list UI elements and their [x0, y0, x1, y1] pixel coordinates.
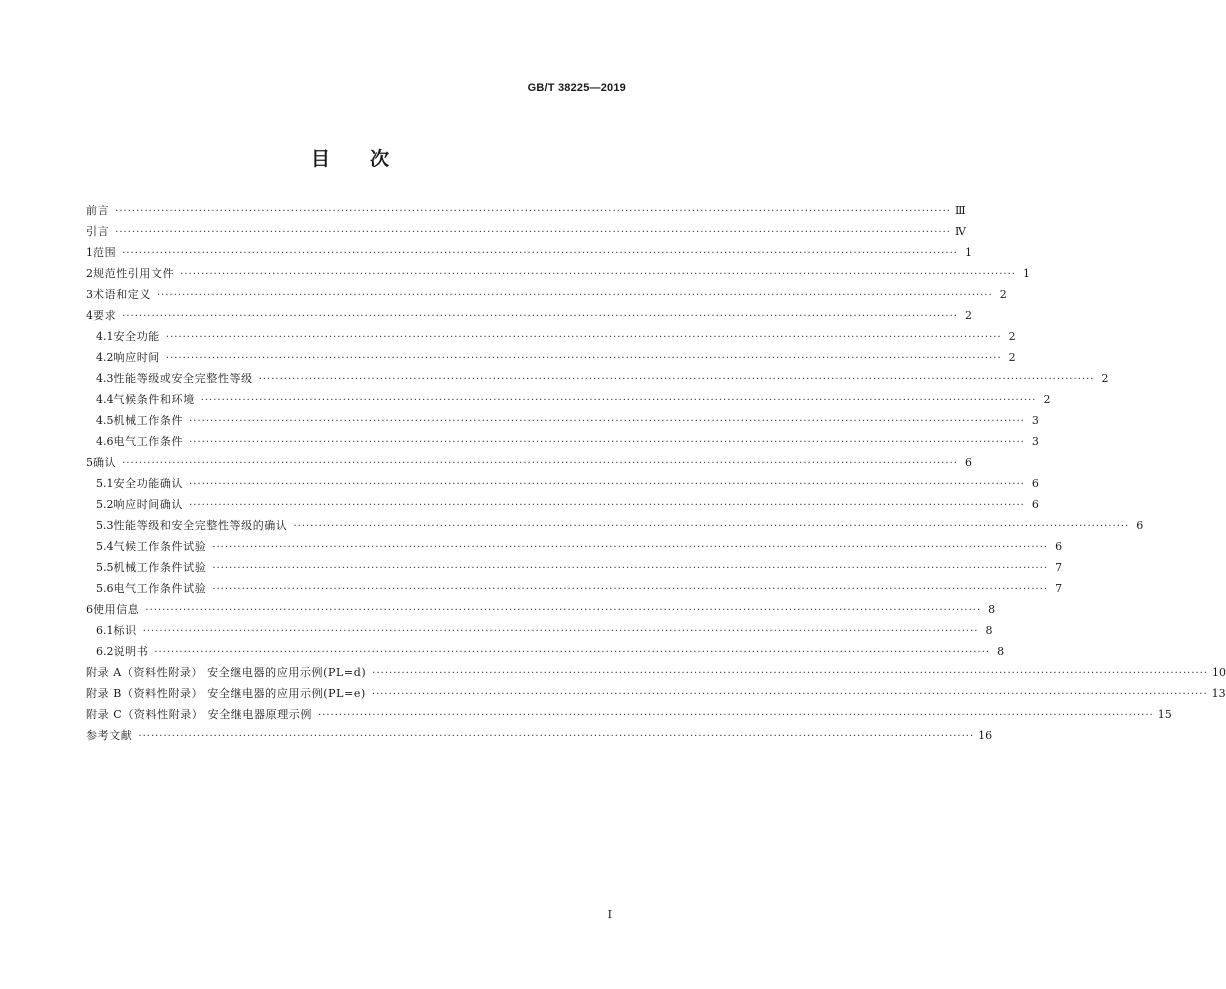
toc-leader-dots: ········································································································································································································ — [189, 416, 1025, 427]
toc-leader-dots: ········································································································································································································ — [180, 269, 1016, 280]
toc-leader-dots: ········································································································································································································ — [165, 353, 1002, 364]
toc-leader-dots: ········································································································································································································ — [115, 206, 951, 217]
toc-entry[interactable] — [86, 347, 1016, 368]
toc-entry-number: 4.1 — [96, 330, 114, 343]
toc-leader-dots: ········································································································································································································ — [372, 668, 1209, 679]
toc-entry-label: 响应时间确认 — [113, 498, 184, 511]
toc-entry-label: 电气工作条件 — [113, 435, 184, 448]
toc-entry-label: 电气工作条件试验 — [113, 582, 207, 595]
toc-entry[interactable] — [86, 515, 1144, 536]
toc-entry-page: 3 — [1031, 414, 1039, 427]
toc-entry[interactable] — [86, 452, 972, 473]
toc-entry-label: 引言 — [86, 225, 110, 238]
toc-entry-number: 5 — [86, 456, 93, 469]
toc-entry-page: 16 — [978, 729, 993, 742]
toc-entry-page: 8 — [985, 624, 993, 637]
toc-entry-label: 气候条件和环境 — [113, 393, 195, 406]
toc-entry[interactable] — [86, 599, 996, 620]
toc-entry-page: 6 — [964, 456, 972, 469]
toc-entry-number: 4.3 — [96, 372, 114, 385]
toc-entry-label: 规范性引用文件 — [93, 267, 175, 280]
toc-entry-label: 说明书 — [113, 645, 149, 658]
toc-entry-page: 2 — [999, 288, 1007, 301]
table-of-contents — [86, 200, 1226, 746]
toc-entry[interactable] — [86, 368, 1109, 389]
toc-entry[interactable] — [86, 578, 1063, 599]
toc-entry-label: 附录 B（资料性附录） 安全继电器的应用示例(PL=e) — [86, 687, 366, 700]
toc-leader-dots: ········································································································································································································ — [212, 542, 1049, 553]
toc-entry-label: 安全功能 — [113, 330, 160, 343]
toc-entry[interactable] — [86, 557, 1063, 578]
toc-entry[interactable] — [86, 473, 1039, 494]
toc-leader-dots: ········································································································································································································ — [138, 731, 975, 742]
toc-entry[interactable] — [86, 326, 1016, 347]
toc-entry-number: 3 — [86, 288, 93, 301]
toc-leader-dots: ········································································································································································································ — [212, 584, 1049, 595]
toc-entry-page: 6 — [1136, 519, 1144, 532]
toc-entry-label: 使用信息 — [93, 603, 140, 616]
toc-entry-label: 机械工作条件 — [113, 414, 184, 427]
toc-entry-page: 1 — [964, 246, 972, 259]
toc-entry[interactable] — [86, 263, 1030, 284]
toc-entry[interactable] — [86, 704, 1172, 725]
toc-entry-number: 4.6 — [96, 435, 114, 448]
toc-entry-page: 2 — [1043, 393, 1051, 406]
toc-leader-dots: ········································································································································································································ — [157, 290, 993, 301]
toc-entry-page: 1 — [1022, 267, 1030, 280]
toc-leader-dots: ········································································································································································································ — [212, 563, 1049, 574]
toc-leader-dots: ········································································································································································································ — [154, 647, 991, 658]
toc-entry-number: 6.2 — [96, 645, 114, 658]
toc-entry-label: 范围 — [93, 246, 117, 259]
toc-entry-label: 附录 C（资料性附录） 安全继电器原理示例 — [86, 708, 313, 721]
toc-entry-page: 2 — [1008, 351, 1016, 364]
toc-entry-label: 性能等级和安全完整性等级的确认 — [113, 519, 288, 532]
toc-entry[interactable] — [86, 641, 1005, 662]
toc-entry-label: 前言 — [86, 204, 110, 217]
toc-entry-page: 7 — [1055, 561, 1063, 574]
toc-entry[interactable] — [86, 494, 1039, 515]
toc-leader-dots: ········································································································································································································ — [318, 710, 1154, 721]
toc-entry-label: 要求 — [93, 309, 117, 322]
toc-entry-page: 15 — [1157, 708, 1172, 721]
toc-entry-label: 性能等级或安全完整性等级 — [113, 372, 253, 385]
toc-leader-dots: ········································································································································································································ — [142, 626, 979, 637]
toc-leader-dots: ········································································································································································································ — [122, 458, 958, 469]
toc-leader-dots: ········································································································································································································ — [371, 689, 1208, 700]
toc-entry-label: 确认 — [93, 456, 117, 469]
toc-entry-page: 7 — [1055, 582, 1063, 595]
toc-entry-label: 附录 A（资料性附录） 安全继电器的应用示例(PL=d) — [86, 666, 367, 679]
toc-entry-page: 2 — [1008, 330, 1016, 343]
toc-entry-number: 5.4 — [96, 540, 114, 553]
toc-leader-dots: ········································································································································································································ — [145, 605, 982, 616]
toc-entry-label: 响应时间 — [113, 351, 160, 364]
toc-entry-number: 1 — [86, 246, 93, 259]
toc-entry[interactable] — [86, 410, 1039, 431]
toc-entry-page: Ⅲ — [954, 204, 966, 217]
toc-entry-label: 标识 — [113, 624, 137, 637]
title-char-1: 目 — [310, 148, 330, 170]
toc-entry[interactable] — [86, 284, 1007, 305]
toc-entry-number: 6.1 — [96, 624, 114, 637]
toc-entry-number: 4.4 — [96, 393, 114, 406]
toc-leader-dots: ········································································································································································································ — [165, 332, 1002, 343]
toc-entry-label: 参考文献 — [86, 729, 133, 742]
standard-code: GB/T 38225—2019 — [527, 82, 626, 94]
toc-entry-number: 4.5 — [96, 414, 114, 427]
toc-entry-number: 4.2 — [96, 351, 114, 364]
toc-entry-number: 4 — [86, 309, 93, 322]
toc-entry-page: 6 — [1031, 477, 1039, 490]
toc-entry-page: 8 — [988, 603, 996, 616]
toc-entry[interactable] — [86, 389, 1051, 410]
toc-entry-label: 气候工作条件试验 — [113, 540, 207, 553]
page-title — [0, 144, 700, 171]
toc-entry[interactable] — [86, 431, 1039, 452]
toc-entry-number: 5.2 — [96, 498, 114, 511]
toc-entry-number: 6 — [86, 603, 93, 616]
toc-leader-dots: ········································································································································································································ — [189, 479, 1025, 490]
toc-entry[interactable] — [86, 725, 993, 746]
toc-entry-page: Ⅳ — [954, 225, 966, 238]
toc-entry-page: 10 — [1212, 666, 1226, 679]
toc-leader-dots: ········································································································································································································ — [258, 374, 1095, 385]
toc-leader-dots: ········································································································································································································ — [122, 311, 958, 322]
toc-entry-page: 3 — [1031, 435, 1039, 448]
toc-leader-dots: ········································································································································································································ — [189, 500, 1025, 511]
toc-entry[interactable] — [86, 662, 1226, 683]
title-char-2: 次 — [370, 148, 390, 170]
toc-leader-dots: ········································································································································································································ — [122, 248, 958, 259]
toc-entry[interactable] — [86, 242, 972, 263]
toc-entry[interactable] — [86, 221, 966, 242]
toc-entry-label: 术语和定义 — [93, 288, 151, 301]
toc-entry-number: 5.3 — [96, 519, 114, 532]
toc-entry-page: 6 — [1031, 498, 1039, 511]
toc-entry[interactable] — [86, 200, 966, 221]
toc-entry-number: 2 — [86, 267, 93, 280]
toc-leader-dots: ········································································································································································································ — [200, 395, 1037, 406]
toc-entry-page: 13 — [1211, 687, 1226, 700]
toc-entry-page: 8 — [997, 645, 1005, 658]
toc-entry-number: 5.5 — [96, 561, 114, 574]
toc-entry-label: 机械工作条件试验 — [113, 561, 207, 574]
toc-entry-label: 安全功能确认 — [113, 477, 184, 490]
footer-page-number: I — [607, 908, 612, 921]
toc-entry-page: 6 — [1055, 540, 1063, 553]
toc-entry-page: 2 — [964, 309, 972, 322]
toc-entry-number: 5.6 — [96, 582, 114, 595]
toc-leader-dots: ········································································································································································································ — [115, 227, 951, 238]
toc-entry[interactable] — [86, 683, 1226, 704]
toc-entry-number: 5.1 — [96, 477, 114, 490]
toc-entry-page: 2 — [1101, 372, 1109, 385]
toc-entry[interactable] — [86, 305, 972, 326]
toc-entry[interactable] — [86, 536, 1063, 557]
toc-leader-dots: ········································································································································································································ — [293, 521, 1130, 532]
toc-leader-dots: ········································································································································································································ — [189, 437, 1025, 448]
toc-entry[interactable] — [86, 620, 993, 641]
